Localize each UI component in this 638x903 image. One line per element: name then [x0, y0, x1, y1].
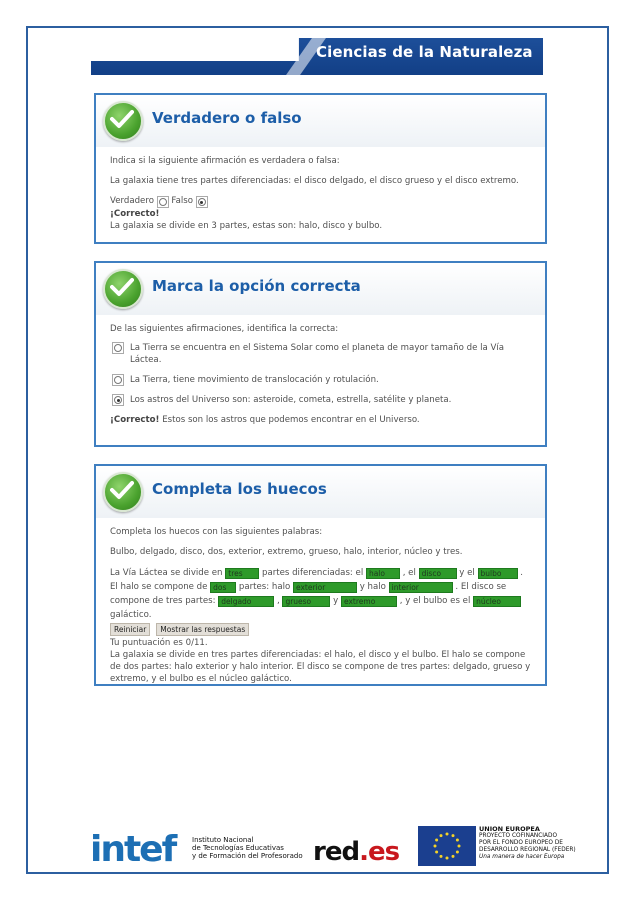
- feedback-text: Estos son los astros que podemos encontrar en el Universo.: [162, 415, 420, 425]
- gap-input-9[interactable]: grueso: [282, 596, 330, 607]
- answer-row: [110, 195, 531, 208]
- instruction: Indica si la siguiente afirmación es verdadera o falsa:: [110, 156, 340, 166]
- gap-text-part: galáctico.: [110, 610, 152, 620]
- gap-input-6[interactable]: exterior: [293, 582, 357, 593]
- word-list: Bulbo, delgado, disco, dos, exterior, extremo, grueso, halo, interior, núcleo y tres.: [110, 547, 463, 557]
- gap-text-part: ,: [276, 596, 280, 606]
- button-row: [110, 623, 531, 636]
- option-3-radio[interactable]: [114, 396, 122, 404]
- eu-line: DESARROLLO REGIONAL (FEDER): [479, 847, 576, 853]
- redes-logo-red: red: [313, 837, 360, 867]
- option-2-label: La Tierra, tiene movimiento de translocación y rotulación.: [130, 375, 379, 385]
- eu-line: POR EL FONDO EUROPEO DE: [479, 840, 563, 846]
- option-2-radio[interactable]: [114, 376, 122, 384]
- header-title: Ciencias de la Naturaleza: [316, 43, 533, 61]
- gap-input-11[interactable]: núcleo: [473, 596, 521, 607]
- gap-text-part: La Vía Láctea se divide en: [110, 568, 223, 578]
- solution-text: La galaxia se divide en tres partes diferenciadas: el halo, el disco y el bulbo. El halo se compone de dos partes: halo exterior y halo interior. El disco se compone de tres partes: delgado, grueso y extremo, y el bulbo es el núcleo galáctico.: [110, 650, 531, 684]
- eu-caption: [479, 826, 589, 861]
- eu-motto: Una manera de hacer Europa: [479, 854, 565, 860]
- instruction: De las siguientes afirmaciones, identifica la correcta:: [110, 324, 339, 334]
- score: Tu puntuación es 0/11.: [110, 638, 208, 648]
- redes-logo: [313, 839, 399, 865]
- card-title: Verdadero o falso: [152, 109, 302, 127]
- gap-text-part: , el: [402, 568, 416, 578]
- gap-text: [110, 566, 531, 622]
- checkmark-icon: [103, 269, 143, 309]
- false-label: Falso: [171, 196, 193, 206]
- checkmark-icon: [103, 472, 143, 512]
- false-radio[interactable]: [198, 198, 206, 206]
- option-1-label: La Tierra se encuentra en el Sistema Solar como el planeta de mayor tamaño de la Vía Láctea.: [130, 343, 505, 365]
- instruction: Completa los huecos con las siguientes palabras:: [110, 527, 323, 537]
- show-answers-button[interactable]: Mostrar las respuestas: [156, 623, 249, 636]
- reset-button[interactable]: Reiniciar: [110, 623, 150, 636]
- statement: La galaxia tiene tres partes diferenciadas: el disco delgado, el disco grueso y el disco extremo.: [110, 176, 519, 186]
- true-false-card: [94, 93, 547, 244]
- gap-input-7[interactable]: interior: [389, 582, 453, 593]
- gap-text-part: y: [333, 596, 339, 606]
- card-header: [96, 466, 545, 518]
- intef-logo: intef: [90, 829, 176, 870]
- gap-text-part: y el: [459, 568, 475, 578]
- eu-title: UNION EUROPEA: [479, 825, 540, 833]
- gap-text-part: partes: halo: [238, 582, 291, 592]
- gap-text-part: . El halo se compone de: [110, 568, 523, 592]
- gap-input-1[interactable]: tres: [225, 568, 259, 579]
- gap-input-3[interactable]: disco: [419, 568, 457, 579]
- gap-input-5[interactable]: dos: [210, 582, 236, 593]
- gap-text-part: . El disco se compone de tres partes:: [110, 582, 507, 606]
- gap-input-10[interactable]: extremo: [341, 596, 397, 607]
- option-3-label: Los astros del Universo son: asteroide, cometa, estrella, satélite y planeta.: [130, 395, 452, 405]
- gap-input-8[interactable]: delgado: [218, 596, 274, 607]
- eu-line: PROYECTO COFINANCIADO: [479, 833, 558, 839]
- footer: [0, 824, 638, 874]
- eu-flag-icon: [418, 826, 476, 866]
- card-header: [96, 263, 545, 315]
- intef-caption: [192, 836, 303, 860]
- true-radio[interactable]: [159, 198, 167, 206]
- intef-line: y de Formación del Profesorado: [192, 852, 303, 860]
- checkmark-icon: [103, 101, 143, 141]
- intef-line: Instituto Nacional: [192, 836, 254, 844]
- feedback-text: La galaxia se divide en 3 partes, estas son: halo, disco y bulbo.: [110, 221, 383, 231]
- feedback-title: ¡Correcto!: [110, 415, 160, 425]
- gap-input-2[interactable]: halo: [366, 568, 400, 579]
- card-title: Completa los huecos: [152, 480, 327, 498]
- gap-input-4[interactable]: bulbo: [478, 568, 518, 579]
- card-header: [96, 95, 545, 147]
- gap-text-part: , y el bulbo es el: [399, 596, 471, 606]
- feedback: [110, 414, 531, 426]
- intef-line: de Tecnologías Educativas: [192, 844, 284, 852]
- true-label: Verdadero: [110, 196, 154, 206]
- feedback-title: ¡Correcto!: [110, 209, 160, 219]
- gap-text-part: partes diferenciadas: el: [261, 568, 364, 578]
- option-2[interactable]: [110, 374, 531, 386]
- option-3[interactable]: [110, 394, 531, 406]
- multiple-choice-card: [94, 261, 547, 447]
- fill-gaps-card: [94, 464, 547, 686]
- card-title: Marca la opción correcta: [152, 277, 361, 295]
- option-1[interactable]: [110, 342, 531, 366]
- redes-logo-es: .es: [359, 837, 400, 867]
- option-1-radio[interactable]: [114, 344, 122, 352]
- gap-text-part: y halo: [359, 582, 386, 592]
